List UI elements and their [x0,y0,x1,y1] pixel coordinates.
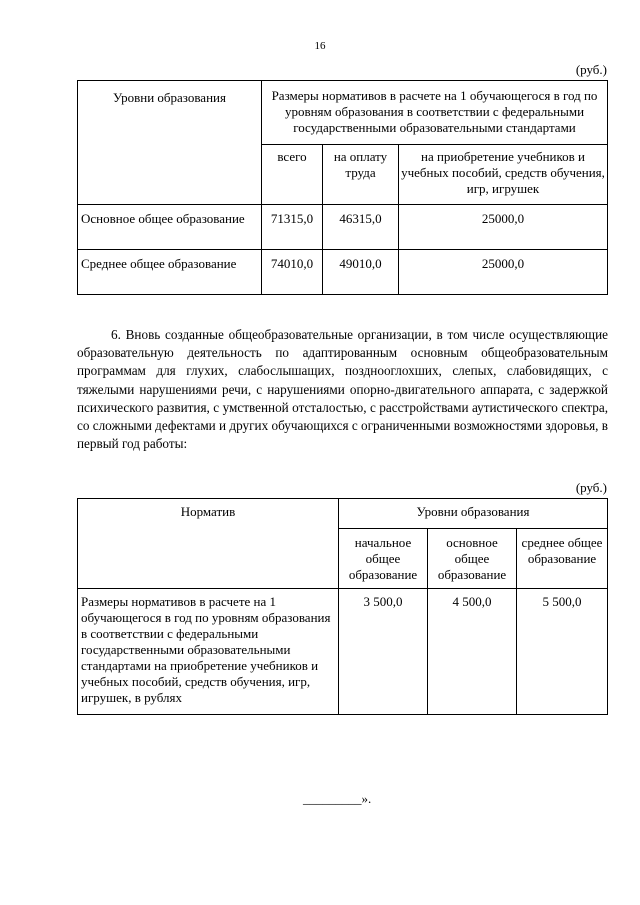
subheader-wage: на оплату труда [323,145,399,205]
header-education-levels: Уровни образования [339,499,608,529]
page-number: 16 [314,40,326,52]
row-books: 25000,0 [399,205,608,250]
row-total: 74010,0 [262,250,323,295]
row-wage: 49010,0 [323,250,399,295]
subheader-primary: начальное общее образование [339,529,428,589]
value-basic: 4 500,0 [428,589,517,715]
standards-by-level-table [77,80,608,295]
table-row [78,250,608,295]
new-organizations-standards-table [77,498,608,715]
table-row [78,589,608,715]
closing-quote-line: _________». [303,791,372,806]
header-standard: Норматив [78,499,339,589]
table-row [78,205,608,250]
row-wage: 46315,0 [323,205,399,250]
standard-description: Размеры нормативов в расчете на 1 обучающегося в год по уровням образования в соответствии с федеральными государственными образовательными стандартами на приобретение учебников и учебных пособий, средств обучения, игр, игрушек, в рублях [78,589,339,715]
subheader-basic: основное общее образование [428,529,517,589]
row-level-name: Среднее общее образование [78,250,262,295]
header-education-levels: Уровни образования [78,81,262,205]
clause-6-paragraph: 6. Вновь созданные общеобразовательные организации, в том числе осуществляющие образовательную деятельность по адаптированным основным общеобразовательным программам для глухих, слабослышащих, позднооглохших, слепых, слабовидящих, с тяжелыми нарушениями речи, с нарушениями опорно-двигательного аппарата, с задержкой психического развития, с умственной отсталостью, с расстройствами аутистического спектра, со сложными дефектами и других обучающихся с ограниченными возможностями здоровья, в первый год работы: [77,327,608,452]
row-total: 71315,0 [262,205,323,250]
value-secondary: 5 500,0 [517,589,608,715]
table1-unit-label: (руб.) [575,62,607,77]
subheader-secondary: среднее общее образование [517,529,608,589]
table2-unit-label: (руб.) [575,480,607,495]
header-standard-sizes: Размеры нормативов в расчете на 1 обучающегося в год по уровням образования в соответствии с федеральными государственными образовательными стандартами [262,81,608,145]
row-books: 25000,0 [399,250,608,295]
subheader-books: на приобретение учебников и учебных пособий, средств обучения, игр, игрушек [399,145,608,205]
row-level-name: Основное общее образование [78,205,262,250]
value-primary: 3 500,0 [339,589,428,715]
subheader-total: всего [262,145,323,205]
